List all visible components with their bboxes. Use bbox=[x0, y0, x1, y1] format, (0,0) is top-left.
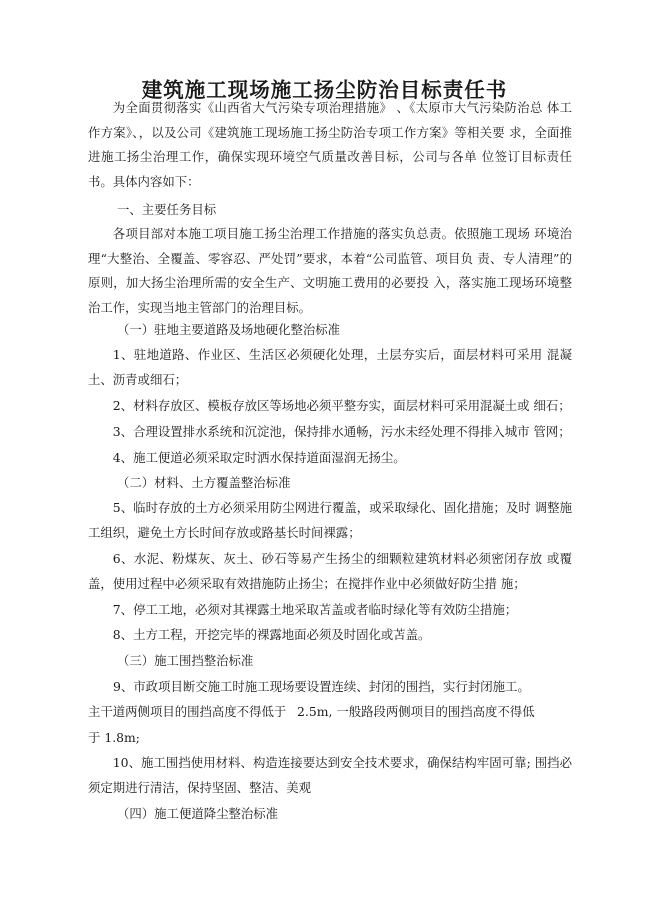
section-heading-main-tasks: 一、主要任务目标 bbox=[117, 202, 217, 217]
list-item-9-line-1: 9、市政项目断交施工时施工现场要设置连续、封闭的围挡，实行封闭施工。 bbox=[113, 679, 530, 694]
subsection-heading-dust-reduction: （四）施工便道降尘整治标准 bbox=[117, 806, 279, 821]
list-item-10: 10、施工围挡使用材料、构造连接要达到安全技术要求，确保结构牢固可靠; 围挡必须定期进行清洁，保持坚固、整洁、美观 bbox=[88, 755, 572, 795]
intro-paragraph: 为全面贯彻落实《山西省大气污染专项治理措施》 、《太原市大气污染防治总 体工作方案》、，以及公司《建筑施工现场施工扬尘防治专项工作方案》等相关要 求，全面推进施工扬尘治理工作，确保实现环境空气质量改善目标，公司与各单 位签订目标责任书。具体内容如下： bbox=[88, 100, 572, 189]
list-item-7: 7、停工工地，必须对其裸露土地采取苫盖或者临时绿化等有效防尘措施； bbox=[112, 602, 518, 617]
list-item-9-line-2a: 主干道两侧项目的围挡高度不得低于 bbox=[88, 704, 287, 719]
subsection-heading-enclosure: （三）施工围挡整治标准 bbox=[117, 653, 254, 668]
section-main-tasks-body: 各项目部对本施工项目施工扬尘治理工作措施的落实负总责。依照施工现场 环境治理“大整治、全覆盖、零容忍、严处罚”要求，本着“公司监管、项目负 责、专人清理”的原则，加大扬尘治理所需的安全生产、文明施工费用的必要投 入，落实施工现场环境整治工作，实现当地主管部门的治理目标。 bbox=[88, 226, 572, 315]
list-item-6: 6、水泥、粉煤灰、灰土、砂石等易产生扬尘的细颗粒建筑材料必须密闭存放 或覆盖，使用过程中必须采取有效措施防止扬尘；在搅拌作业中必须做好防尘措 施； bbox=[88, 551, 572, 591]
list-item-1: 1、驻地道路、作业区、生活区必须硬化处理，土层夯实后，面层材料可采用 混凝土、沥青或细石； bbox=[88, 347, 572, 387]
list-item-4: 4、施工便道必须采取定时洒水保持道面湿润无扬尘。 bbox=[112, 450, 406, 465]
list-item-8: 8、土方工程，开挖完毕的裸露地面必须及时固化或苫盖。 bbox=[112, 627, 431, 642]
list-item-2: 2、材料存放区、模板存放区等场地必须平整夯实，面层材料可采用混凝土或 细石； bbox=[112, 398, 571, 413]
subsection-heading-covering: （二）材料、土方覆盖整治标准 bbox=[117, 475, 291, 490]
subsection-heading-road-hardening: （一）驻地主要道路及场地硬化整治标准 bbox=[117, 322, 341, 337]
list-item-3: 3、合理设置排水系统和沉淀池，保持排水通畅，污水未经处理不得排入城市 管网； bbox=[112, 424, 571, 439]
document-title: 建筑施工现场施工扬尘防治目标责任书 bbox=[141, 78, 508, 102]
list-item-9-line-2b: 2.5m, 一般路段两侧项目的围挡高度不得低 bbox=[297, 704, 535, 719]
list-item-5: 5、临时存放的土方必须采用防尘网进行覆盖，或采取绿化、固化措施；及时 调整施工组织，避免土方长时间存放或路基长时间裸露； bbox=[88, 500, 572, 540]
list-item-9-line-3: 于 1.8m; bbox=[88, 730, 140, 745]
